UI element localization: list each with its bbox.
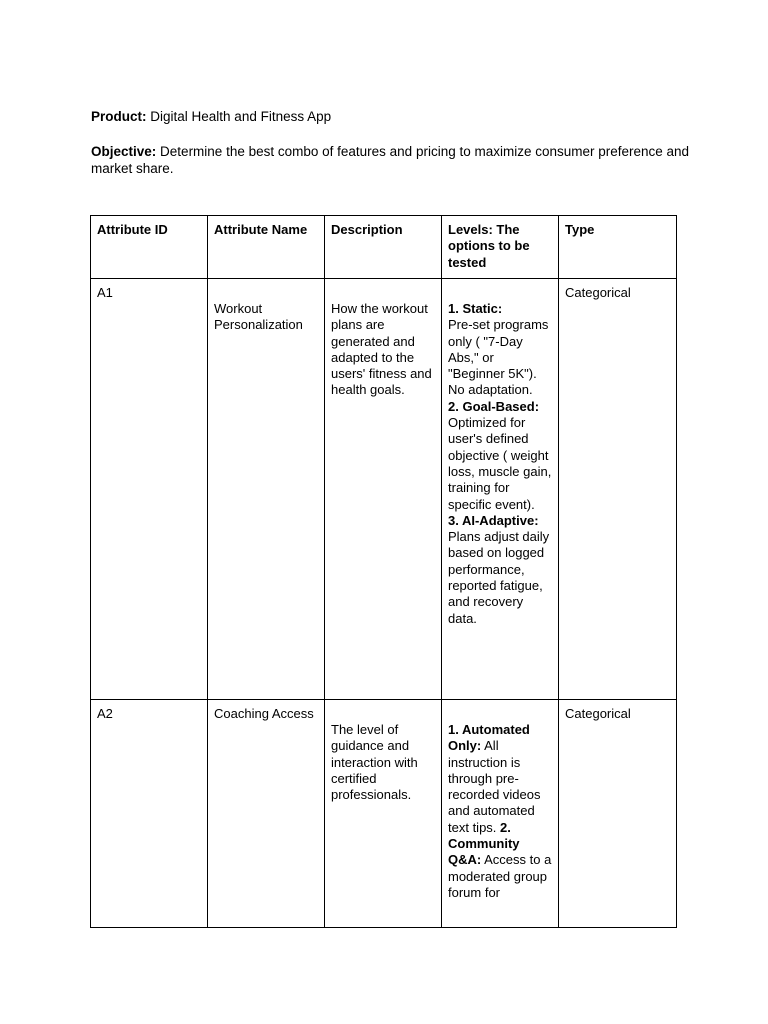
cell-levels [442, 700, 559, 928]
header-levels: Levels: The options to be tested [442, 216, 559, 279]
product-line [91, 108, 691, 125]
level-label: 2. Community Q&A: [448, 819, 520, 868]
cell-attribute-name [208, 700, 325, 928]
table-row [91, 279, 677, 700]
level-text: Plans adjust daily based on logged performance, reported fatigue, and recovery data. [448, 529, 550, 626]
table-row [91, 700, 677, 928]
objective-line [91, 143, 691, 177]
level-text: Access to a moderated group forum for [448, 852, 552, 900]
attribute-description: How the workout plans are generated and adapted to the users' fitness and health goals. [331, 301, 432, 398]
cell-attribute-name [208, 279, 325, 700]
objective-label: Objective: [91, 144, 157, 159]
cell-levels [442, 279, 559, 700]
attribute-type: Categorical [565, 706, 631, 721]
cell-description [325, 700, 442, 928]
level-item [448, 399, 552, 513]
header-description: Description [325, 216, 442, 279]
level-text: All instruction is through pre-recorded videos and automated text tips. [448, 738, 541, 835]
product-label: Product: [91, 109, 147, 124]
level-label: 3. AI-Adaptive: [448, 512, 539, 528]
product-value: Digital Health and Fitness App [150, 109, 332, 124]
level-label: 1. Automated Only: [448, 722, 530, 754]
cell-attribute-id [91, 279, 208, 700]
attribute-type: Categorical [565, 285, 631, 300]
table-header-row [91, 216, 677, 279]
attribute-id: A1 [97, 285, 113, 300]
header-attribute-name: Attribute Name [208, 216, 325, 279]
attribute-name: Coaching Access [214, 706, 314, 721]
objective-value: Determine the best combo of features and pricing to maximize consumer preference and market share. [91, 144, 690, 176]
attribute-name: Workout Personalization [214, 301, 303, 333]
attribute-description: The level of guidance and interaction with certified professionals. [331, 722, 418, 803]
header-type: Type [559, 216, 677, 279]
cell-description [325, 279, 442, 700]
attribute-id: A2 [97, 706, 113, 721]
attributes-table [90, 215, 677, 928]
level-text: Optimized for user's defined objective ( weight loss, muscle gain, training for specific event). [448, 415, 552, 512]
level-text: Pre-set programs only ( "7-Day Abs," or "Beginner 5K"). No adaptation. [448, 317, 549, 398]
cell-type [559, 700, 677, 928]
document-header [91, 108, 691, 177]
cell-type [559, 279, 677, 700]
level-label: 2. Goal-Based: [448, 398, 540, 414]
cell-attribute-id [91, 700, 208, 928]
level-label: 1. Static: [448, 301, 503, 316]
level-item [448, 301, 552, 399]
header-attribute-id: Attribute ID [91, 216, 208, 279]
level-item [448, 513, 552, 627]
